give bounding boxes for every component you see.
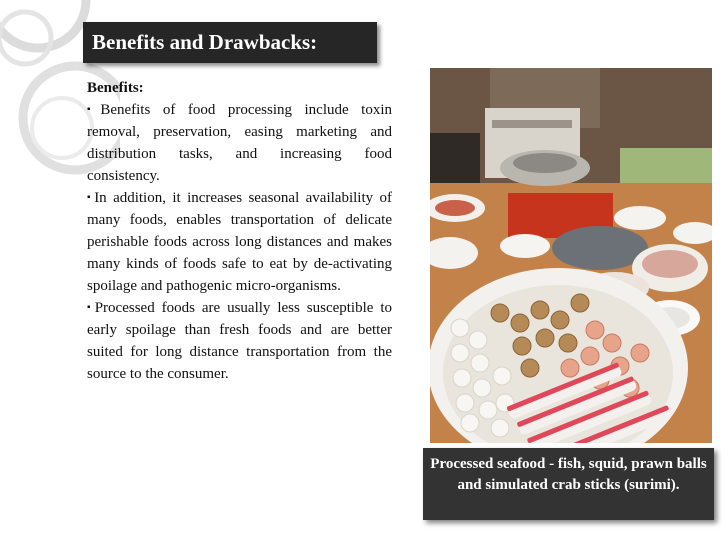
benefit-paragraph-text: Benefits of food processing include toxin removal, preservation, easing marketing and distribution tasks, and increasing food consistency.	[87, 102, 392, 184]
bullet-icon: ▪	[87, 192, 94, 203]
decorative-ring-small	[0, 12, 51, 64]
benefits-text-block	[87, 77, 392, 385]
seafood-photo	[430, 68, 712, 443]
photo-caption: Processed seafood - fish, squid, prawn balls and simulated crab sticks (surimi).	[423, 448, 714, 520]
benefit-paragraph-text: Processed foods are usually less susceptible to early spoilage than fresh foods and are better suited for long distance transportation from the source to the consumer.	[87, 300, 392, 382]
decorative-ring-large	[0, 0, 86, 48]
decorative-ring-inner	[32, 98, 92, 158]
benefits-heading: Benefits:	[87, 80, 144, 96]
benefit-paragraph	[87, 187, 392, 297]
benefit-paragraph	[87, 297, 392, 385]
slide-title: Benefits and Drawbacks:	[83, 22, 377, 63]
bullet-icon: ▪	[87, 104, 100, 115]
benefit-paragraph-text: In addition, it increases seasonal availability of many foods, enables transportation of delicate perishable foods across long distances and makes many kinds of foods safe to eat by de-activating spoilage and pathogenic micro-organisms.	[87, 190, 393, 294]
dish	[614, 206, 666, 230]
bullet-icon: ▪	[87, 302, 94, 313]
dish	[500, 234, 550, 258]
seafood-photo-illustration	[430, 68, 712, 443]
benefit-paragraph	[87, 99, 392, 187]
